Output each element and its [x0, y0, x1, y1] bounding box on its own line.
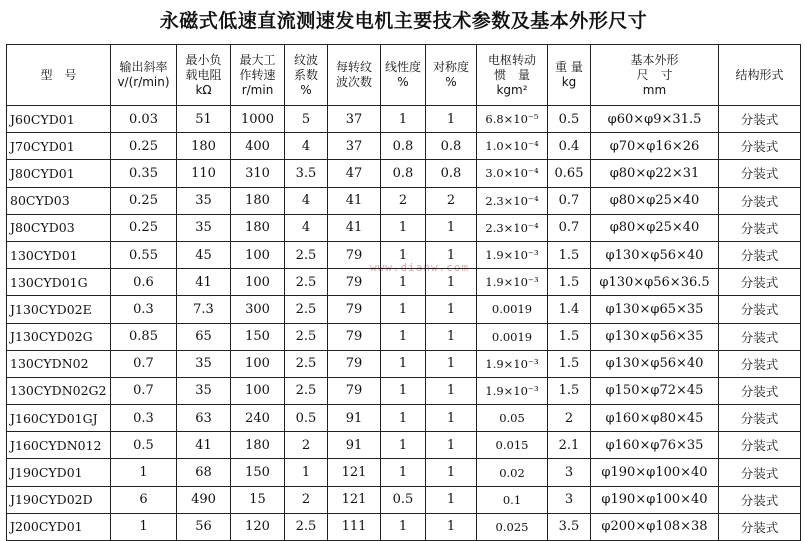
value-cell: 0.55 [111, 241, 177, 268]
value-cell: 0.3 [111, 296, 177, 323]
value-cell: 1 [426, 350, 477, 377]
structure-cell: 分装式 [719, 296, 801, 323]
value-cell: 0.7 [548, 187, 591, 214]
value-cell: 0.03 [111, 106, 177, 133]
value-cell: φ200×φ108×38 [591, 513, 719, 540]
value-cell: 3 [548, 459, 591, 486]
value-cell: 1 [111, 459, 177, 486]
value-cell: 79 [328, 377, 381, 404]
column-header-line: 波次数 [335, 75, 372, 89]
value-cell: 2 [285, 432, 328, 459]
column-header-line: 线性度 [384, 60, 421, 74]
table-row [7, 486, 801, 513]
structure-cell: 分装式 [719, 350, 801, 377]
value-cell: 1 [426, 377, 477, 404]
structure-cell: 分装式 [719, 513, 801, 540]
value-cell: 41 [177, 432, 231, 459]
structure-cell: 分装式 [719, 459, 801, 486]
value-cell: 240 [231, 405, 285, 432]
value-cell: φ130×φ56×40 [591, 350, 719, 377]
value-cell: 100 [231, 377, 285, 404]
column-header-line: 最小负 [185, 52, 222, 67]
value-cell: φ190×φ100×40 [591, 459, 719, 486]
value-cell: 2.5 [285, 377, 328, 404]
value-cell: 6.8×10⁻⁵ [477, 106, 548, 133]
value-cell: 100 [231, 241, 285, 268]
table-row [7, 160, 801, 187]
column-header-line: kΩ [195, 82, 212, 97]
value-cell: 121 [328, 486, 381, 513]
value-cell: φ130×φ65×35 [591, 296, 719, 323]
value-cell: 180 [231, 187, 285, 214]
value-cell: 2.3×10⁻⁴ [477, 214, 548, 241]
value-cell: φ160×φ76×35 [591, 432, 719, 459]
value-cell: 150 [231, 459, 285, 486]
column-header-line: mm [642, 82, 667, 97]
table-row [7, 269, 801, 296]
value-cell: 35 [177, 377, 231, 404]
structure-cell: 分装式 [719, 486, 801, 513]
value-cell: 79 [328, 241, 381, 268]
value-cell: 2 [381, 187, 426, 214]
structure-cell: 分装式 [719, 187, 801, 214]
value-cell: 1 [426, 459, 477, 486]
value-cell: φ80×φ25×40 [591, 214, 719, 241]
value-cell: 1 [381, 350, 426, 377]
table-row [7, 241, 801, 268]
value-cell: 1 [381, 296, 426, 323]
value-cell: 2 [285, 486, 328, 513]
column-header-10 [591, 45, 719, 106]
column-header-line: 结构形式 [735, 67, 784, 82]
column-header-line: 重 量 [555, 60, 583, 74]
value-cell: 79 [328, 323, 381, 350]
column-header-line: 每转纹 [335, 60, 372, 74]
value-cell: 91 [328, 432, 381, 459]
value-cell: 180 [231, 432, 285, 459]
value-cell: φ60×φ9×31.5 [591, 106, 719, 133]
value-cell: 15 [231, 486, 285, 513]
header-row [7, 45, 801, 106]
model-cell: J190CYD01 [7, 459, 111, 486]
value-cell: 0.3 [111, 405, 177, 432]
column-header-line: 最大工 [239, 52, 276, 67]
table-row [7, 377, 801, 404]
value-cell: 68 [177, 459, 231, 486]
column-header-line: 尺 寸 [636, 67, 673, 82]
value-cell: 1 [381, 377, 426, 404]
value-cell: 1.5 [548, 377, 591, 404]
spec-table [6, 44, 801, 541]
value-cell: 41 [177, 269, 231, 296]
value-cell: 0.8 [426, 133, 477, 160]
watermark: www.dianw.com [370, 261, 470, 274]
structure-cell: 分装式 [719, 241, 801, 268]
value-cell: 2 [426, 187, 477, 214]
table-row [7, 459, 801, 486]
value-cell: 0.8 [381, 133, 426, 160]
value-cell: 1 [381, 214, 426, 241]
value-cell: 47 [328, 160, 381, 187]
model-cell: J60CYD01 [7, 106, 111, 133]
value-cell: 1.9×10⁻³ [477, 269, 548, 296]
table-row [7, 296, 801, 323]
table-body [7, 106, 801, 541]
value-cell: 0.025 [477, 513, 548, 540]
value-cell: 0.7 [111, 377, 177, 404]
value-cell: 0.85 [111, 323, 177, 350]
value-cell: 1 [381, 405, 426, 432]
value-cell: 3 [548, 486, 591, 513]
value-cell: 0.25 [111, 133, 177, 160]
column-header-line: % [445, 75, 457, 89]
value-cell: 0.1 [477, 486, 548, 513]
column-header-line: 惯 量 [493, 67, 530, 82]
column-header-line: kg [561, 75, 577, 89]
column-header-4 [285, 45, 328, 106]
value-cell: 2.5 [285, 513, 328, 540]
value-cell: 0.02 [477, 459, 548, 486]
column-header-line: v/(r/min) [117, 75, 170, 89]
column-header-3 [231, 45, 285, 106]
value-cell: 4 [285, 187, 328, 214]
model-cell: 130CYD01G [7, 269, 111, 296]
column-header-line: 对称度 [432, 60, 469, 74]
model-cell: J160CYD01GJ [7, 405, 111, 432]
value-cell: 0.8 [426, 160, 477, 187]
value-cell: 0.25 [111, 214, 177, 241]
value-cell: 79 [328, 296, 381, 323]
column-header-line: 系数 [293, 67, 318, 82]
value-cell: 0.65 [548, 160, 591, 187]
value-cell: 0.25 [111, 187, 177, 214]
value-cell: 1.9×10⁻³ [477, 241, 548, 268]
model-cell: J160CYDN012 [7, 432, 111, 459]
value-cell: 0.0019 [477, 323, 548, 350]
structure-cell: 分装式 [719, 106, 801, 133]
column-header-line: 型 号 [40, 67, 77, 82]
value-cell: 2.5 [285, 241, 328, 268]
value-cell: 3.5 [285, 160, 328, 187]
value-cell: 2.5 [285, 296, 328, 323]
value-cell: 1 [426, 513, 477, 540]
model-cell: 130CYDN02G2 [7, 377, 111, 404]
column-header-line: kgm² [496, 82, 528, 97]
column-header-2 [177, 45, 231, 106]
value-cell: 1 [381, 106, 426, 133]
structure-cell: 分装式 [719, 432, 801, 459]
value-cell: 2.5 [285, 323, 328, 350]
value-cell: 2.5 [285, 269, 328, 296]
value-cell: 5 [285, 106, 328, 133]
value-cell: 0.7 [548, 214, 591, 241]
value-cell: φ150×φ72×45 [591, 377, 719, 404]
value-cell: 2.3×10⁻⁴ [477, 187, 548, 214]
value-cell: 1.9×10⁻³ [477, 377, 548, 404]
value-cell: 100 [231, 269, 285, 296]
page-title: 永磁式低速直流测速发电机主要技术参数及基本外形尺寸 [159, 10, 648, 32]
value-cell: 0.7 [111, 350, 177, 377]
value-cell: 0.05 [477, 405, 548, 432]
value-cell: 2.5 [285, 350, 328, 377]
column-header-line: 纹波 [293, 52, 318, 67]
table-row [7, 133, 801, 160]
value-cell: 1 [426, 405, 477, 432]
value-cell: 0.5 [381, 486, 426, 513]
value-cell: 1.9×10⁻³ [477, 350, 548, 377]
model-cell: 80CYD03 [7, 187, 111, 214]
value-cell: 111 [328, 513, 381, 540]
value-cell: 0.35 [111, 160, 177, 187]
value-cell: φ130×φ56×35 [591, 323, 719, 350]
value-cell: φ190×φ100×40 [591, 486, 719, 513]
value-cell: 6 [111, 486, 177, 513]
column-header-5 [328, 45, 381, 106]
value-cell: 1.5 [548, 269, 591, 296]
value-cell: 37 [328, 106, 381, 133]
value-cell: 41 [328, 187, 381, 214]
value-cell: 1 [426, 106, 477, 133]
value-cell: 0.5 [111, 432, 177, 459]
value-cell: 0.5 [548, 106, 591, 133]
value-cell: 79 [328, 269, 381, 296]
table-row [7, 187, 801, 214]
model-cell: J200CYD01 [7, 513, 111, 540]
value-cell: 1 [381, 323, 426, 350]
value-cell: 37 [328, 133, 381, 160]
value-cell: 2.1 [548, 432, 591, 459]
value-cell: 1 [285, 459, 328, 486]
column-header-9 [548, 45, 591, 106]
value-cell: 490 [177, 486, 231, 513]
value-cell: 0.8 [381, 160, 426, 187]
value-cell: 1 [111, 513, 177, 540]
value-cell: 0.015 [477, 432, 548, 459]
value-cell: 1.5 [548, 323, 591, 350]
value-cell: 0.6 [111, 269, 177, 296]
value-cell: 3.0×10⁻⁴ [477, 160, 548, 187]
value-cell: 1000 [231, 106, 285, 133]
structure-cell: 分装式 [719, 133, 801, 160]
value-cell: 51 [177, 106, 231, 133]
value-cell: 100 [231, 350, 285, 377]
column-header-line: r/min [241, 82, 274, 97]
column-header-line: 电枢转动 [487, 52, 536, 67]
column-header-line: % [397, 75, 409, 89]
table-row [7, 214, 801, 241]
value-cell: 45 [177, 241, 231, 268]
column-header-line: 作转速 [239, 67, 276, 82]
value-cell: 7.3 [177, 296, 231, 323]
value-cell: 3.5 [548, 513, 591, 540]
value-cell: 110 [177, 160, 231, 187]
value-cell: 1 [381, 432, 426, 459]
value-cell: φ70×φ16×26 [591, 133, 719, 160]
column-header-1 [111, 45, 177, 106]
model-cell: J190CYD02D [7, 486, 111, 513]
value-cell: φ80×φ22×31 [591, 160, 719, 187]
structure-cell: 分装式 [719, 323, 801, 350]
value-cell: 1 [381, 269, 426, 296]
value-cell: 41 [328, 214, 381, 241]
value-cell: φ130×φ56×40 [591, 241, 719, 268]
value-cell: 4 [285, 214, 328, 241]
column-header-8 [477, 45, 548, 106]
value-cell: 1 [426, 241, 477, 268]
value-cell: 150 [231, 323, 285, 350]
value-cell: 300 [231, 296, 285, 323]
value-cell: 2 [548, 405, 591, 432]
value-cell: 1.0×10⁻⁴ [477, 133, 548, 160]
value-cell: 1.5 [548, 241, 591, 268]
value-cell: 121 [328, 459, 381, 486]
column-header-line: 基本外形 [630, 52, 679, 67]
value-cell: 79 [328, 350, 381, 377]
column-header-line: 载电阻 [185, 67, 222, 82]
model-cell: J80CYD03 [7, 214, 111, 241]
value-cell: 120 [231, 513, 285, 540]
value-cell: φ80×φ25×40 [591, 187, 719, 214]
value-cell: 1 [426, 296, 477, 323]
value-cell: 1 [381, 241, 426, 268]
table-row [7, 405, 801, 432]
value-cell: 35 [177, 350, 231, 377]
value-cell: 63 [177, 405, 231, 432]
structure-cell: 分装式 [719, 160, 801, 187]
value-cell: 35 [177, 214, 231, 241]
model-cell: J70CYD01 [7, 133, 111, 160]
model-cell: 130CYD01 [7, 241, 111, 268]
column-header-6 [381, 45, 426, 106]
value-cell: 0.4 [548, 133, 591, 160]
value-cell: 0.0019 [477, 296, 548, 323]
value-cell: 65 [177, 323, 231, 350]
value-cell: 1 [426, 432, 477, 459]
column-header-line: 输出斜率 [119, 60, 168, 74]
value-cell: 1.4 [548, 296, 591, 323]
table-row [7, 513, 801, 540]
model-cell: J80CYD01 [7, 160, 111, 187]
structure-cell: 分装式 [719, 377, 801, 404]
table-row [7, 432, 801, 459]
column-header-11 [719, 45, 801, 106]
value-cell: 35 [177, 187, 231, 214]
value-cell: 180 [177, 133, 231, 160]
model-cell: 130CYDN02 [7, 350, 111, 377]
value-cell: 0.5 [285, 405, 328, 432]
value-cell: 56 [177, 513, 231, 540]
value-cell: 1 [426, 486, 477, 513]
column-header-7 [426, 45, 477, 106]
value-cell: φ160×φ80×45 [591, 405, 719, 432]
model-cell: J130CYD02G [7, 323, 111, 350]
value-cell: 180 [231, 214, 285, 241]
structure-cell: 分装式 [719, 214, 801, 241]
model-cell: J130CYD02E [7, 296, 111, 323]
value-cell: 1.5 [548, 350, 591, 377]
value-cell: φ130×φ56×36.5 [591, 269, 719, 296]
structure-cell: 分装式 [719, 405, 801, 432]
value-cell: 1 [381, 459, 426, 486]
table-row [7, 323, 801, 350]
table-row [7, 350, 801, 377]
table-row [7, 106, 801, 133]
value-cell: 1 [426, 323, 477, 350]
value-cell: 1 [381, 513, 426, 540]
value-cell: 1 [426, 269, 477, 296]
value-cell: 400 [231, 133, 285, 160]
value-cell: 91 [328, 405, 381, 432]
value-cell: 1 [426, 214, 477, 241]
structure-cell: 分装式 [719, 269, 801, 296]
column-header-0 [7, 45, 111, 106]
value-cell: 310 [231, 160, 285, 187]
column-header-line: % [300, 82, 312, 97]
value-cell: 4 [285, 133, 328, 160]
